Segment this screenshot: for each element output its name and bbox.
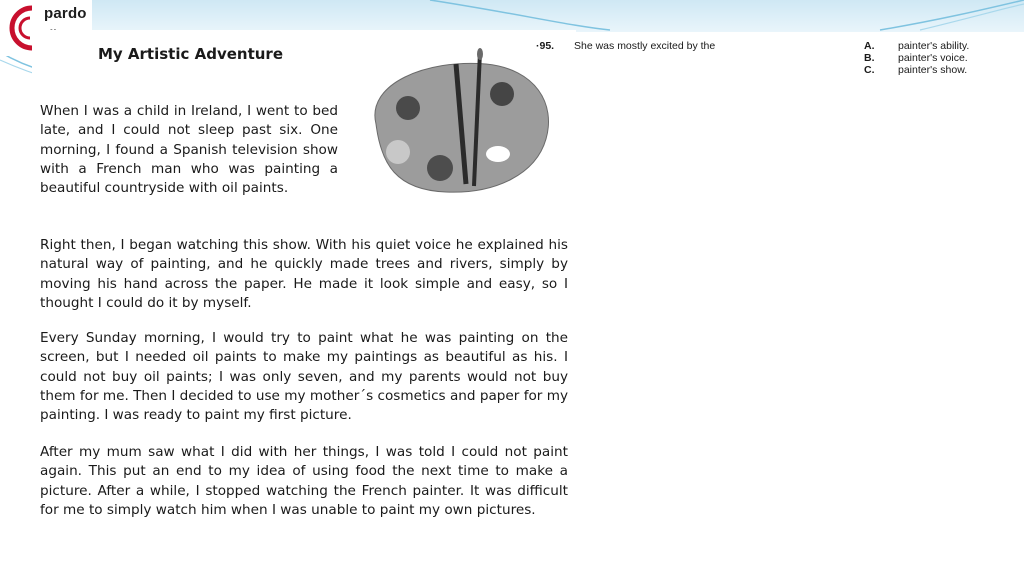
paragraph-3: Every Sunday morning, I would try to paint what he was painting on the screen, but I needed oil paints to make my paintings as beautiful as his. I could not buy oil paints; I was only seven, and my parents would not buy them for me. Then I decided to use my mother´s cosmetics and paper for my painting. I was ready to paint my first picture. bbox=[40, 330, 568, 424]
paragraph-2: Right then, I began watching this show. With his quiet voice he explained his natural way of painting, and he quickly made trees and rivers, simply by moving his hand across the paper. He made it look simple and easy, so I thought I could do it by myself. bbox=[40, 237, 568, 311]
question-95 bbox=[536, 40, 996, 90]
passage-title: My Artistic Adventure bbox=[98, 45, 283, 63]
option-b-text: painter's voice. bbox=[898, 52, 968, 64]
paragraph-1: When I was a child in Ireland, I went to bed late, and I could not sleep past six. One morning, I found a Spanish television show with a French man who was painting a beautiful countryside with oil paints. bbox=[40, 103, 338, 197]
option-a-letter: A. bbox=[864, 40, 875, 52]
option-a-text: painter's ability. bbox=[898, 40, 970, 52]
logo-word-pardo: pardo bbox=[44, 5, 87, 22]
paragraph-4: After my mum saw what I did with her things, I was told I could not paint again. This put an end to my idea of using food the next time to make a picture. After a while, I stopped watching the French painter. It was difficult for me to simply watch him when I was unable to paint my own pictures. bbox=[40, 444, 568, 518]
option-b-letter: B. bbox=[864, 52, 875, 64]
option-c-letter: C. bbox=[864, 64, 875, 76]
paint-palette-icon bbox=[356, 44, 556, 204]
question-text: She was mostly excited by the bbox=[574, 40, 716, 52]
option-c-text: painter's show. bbox=[898, 64, 968, 76]
question-number: ·95. bbox=[536, 40, 555, 52]
